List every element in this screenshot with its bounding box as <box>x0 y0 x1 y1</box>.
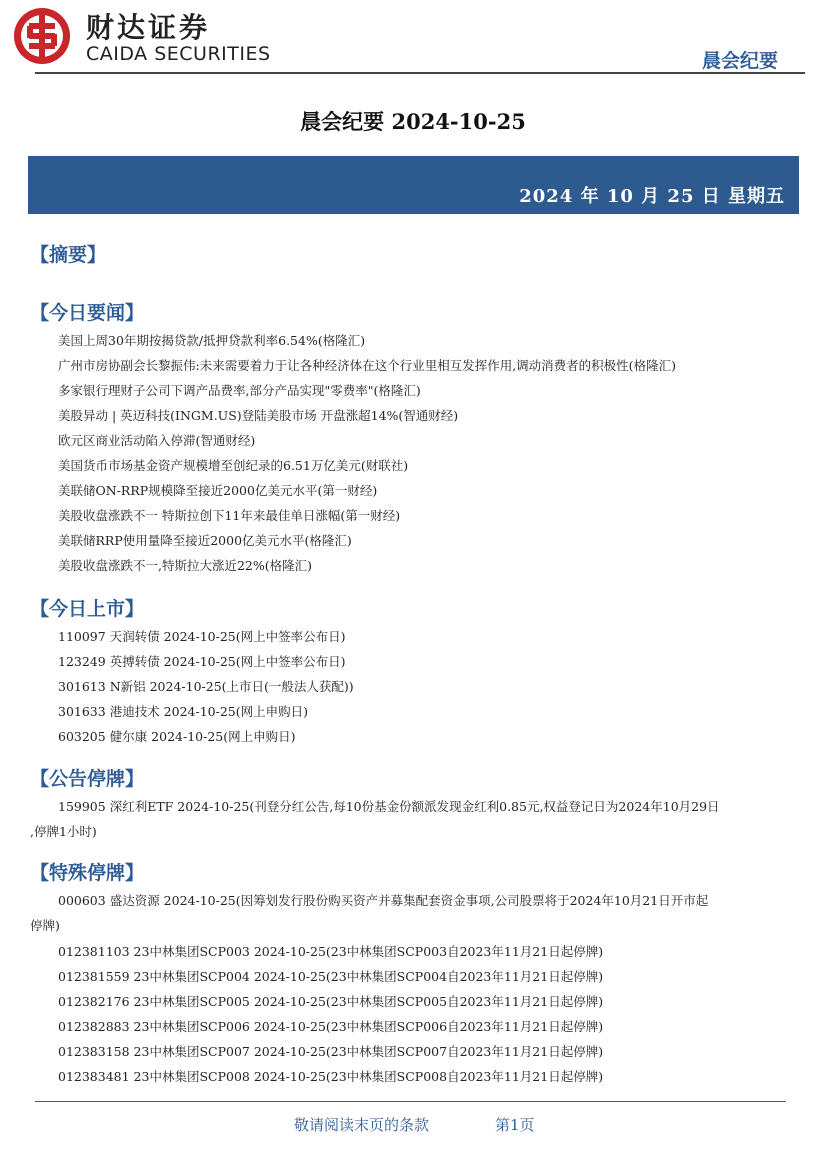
special-item: 012382176 23中林集团SCP005 2024-10-25(23中林集团SCP005自2023年11月21日起停牌) <box>58 994 604 1009</box>
special-item: 012381103 23中林集团SCP003 2024-10-25(23中林集团SCP003自2023年11月21日起停牌) <box>58 944 604 959</box>
header-report-type: 晨会纪要 <box>701 50 778 72</box>
news-item: 美股收盘涨跌不一 特斯拉创下11年来最佳单日涨幅(第一财经) <box>58 508 401 523</box>
date-banner <box>28 156 799 214</box>
news-item: 美股异动 | 英迈科技(INGM.US)登陆美股市场 开盘涨超14%(智通财经) <box>58 408 459 423</box>
news-item: 多家银行理财子公司下调产品费率,部分产品实现"零费率"(格隆汇) <box>58 383 421 398</box>
section-suspension-heading: 【公告停牌】 <box>30 768 145 790</box>
listing-item: 123249 英搏转债 2024-10-25(网上中签率公布日) <box>58 654 346 669</box>
suspension-item-continuation: ,停牌1小时) <box>30 824 97 839</box>
section-news-heading: 【今日要闻】 <box>30 302 145 324</box>
special-item: 000603 盛达资源 2024-10-25(因筹划发行股份购买资产并募集配套资金事项,公司股票将于2024年10月21日开市起 <box>58 893 709 908</box>
news-item: 美股收盘涨跌不一,特斯拉大涨近22%(格隆汇) <box>58 558 313 573</box>
page-number: 第1页 <box>495 1116 535 1134</box>
special-item-continuation: 停牌) <box>30 918 60 933</box>
news-item: 欧元区商业活动陷入停滞(智通财经) <box>58 433 256 448</box>
logo-chinese-name: 财达证券 <box>86 11 211 44</box>
footer-notice: 敬请阅读末页的条款 <box>294 1116 430 1134</box>
special-item: 012382883 23中林集团SCP006 2024-10-25(23中林集团SCP006自2023年11月21日起停牌) <box>58 1019 604 1034</box>
document-title: 晨会纪要 2024-10-25 <box>300 109 526 134</box>
page-header <box>0 0 826 80</box>
section-listing-heading: 【今日上市】 <box>30 598 145 620</box>
news-item: 广州市房协副会长黎振伟:未来需要着力于让各种经济体在这个行业里相互发挥作用,调动消费者的积极性(格隆汇) <box>58 358 676 373</box>
suspension-item: 159905 深红利ETF 2024-10-25(刊登分红公告,每10份基金份额派发现金红利0.85元,权益登记日为2024年10月29日 <box>58 799 720 814</box>
listing-item: 301633 港迪技术 2024-10-25(网上申购日) <box>58 704 308 719</box>
listing-item: 110097 天润转债 2024-10-25(网上中签率公布日) <box>58 629 346 644</box>
news-item: 美联储ON-RRP规模降至接近2000亿美元水平(第一财经) <box>58 483 378 498</box>
special-item: 012383481 23中林集团SCP008 2024-10-25(23中林集团SCP008自2023年11月21日起停牌) <box>58 1069 604 1084</box>
logo-english-name: CAIDA SECURITIES <box>86 43 271 65</box>
news-item: 美国上周30年期按揭贷款/抵押贷款利率6.54%(格隆汇) <box>58 333 366 348</box>
news-item: 美国货币市场基金资产规模增至创纪录的6.51万亿美元(财联社) <box>58 458 409 473</box>
special-item: 012383158 23中林集团SCP007 2024-10-25(23中林集团SCP007自2023年11月21日起停牌) <box>58 1044 604 1059</box>
news-item: 美联储RRP使用量降至接近2000亿美元水平(格隆汇) <box>58 533 352 548</box>
listing-item: 603205 健尔康 2024-10-25(网上申购日) <box>58 729 296 744</box>
section-special-heading: 【特殊停牌】 <box>30 862 145 884</box>
special-item: 012381559 23中林集团SCP004 2024-10-25(23中林集团SCP004自2023年11月21日起停牌) <box>58 969 604 984</box>
footer-divider <box>35 1101 786 1102</box>
date-banner-text: 2024 年 10 月 25 日 星期五 <box>519 186 785 207</box>
section-summary-heading: 【摘要】 <box>30 244 107 266</box>
listing-item: 301613 N新铝 2024-10-25(上市日(一般法人获配)) <box>58 679 354 694</box>
caida-logo-icon <box>12 6 72 66</box>
header-divider <box>35 72 805 74</box>
